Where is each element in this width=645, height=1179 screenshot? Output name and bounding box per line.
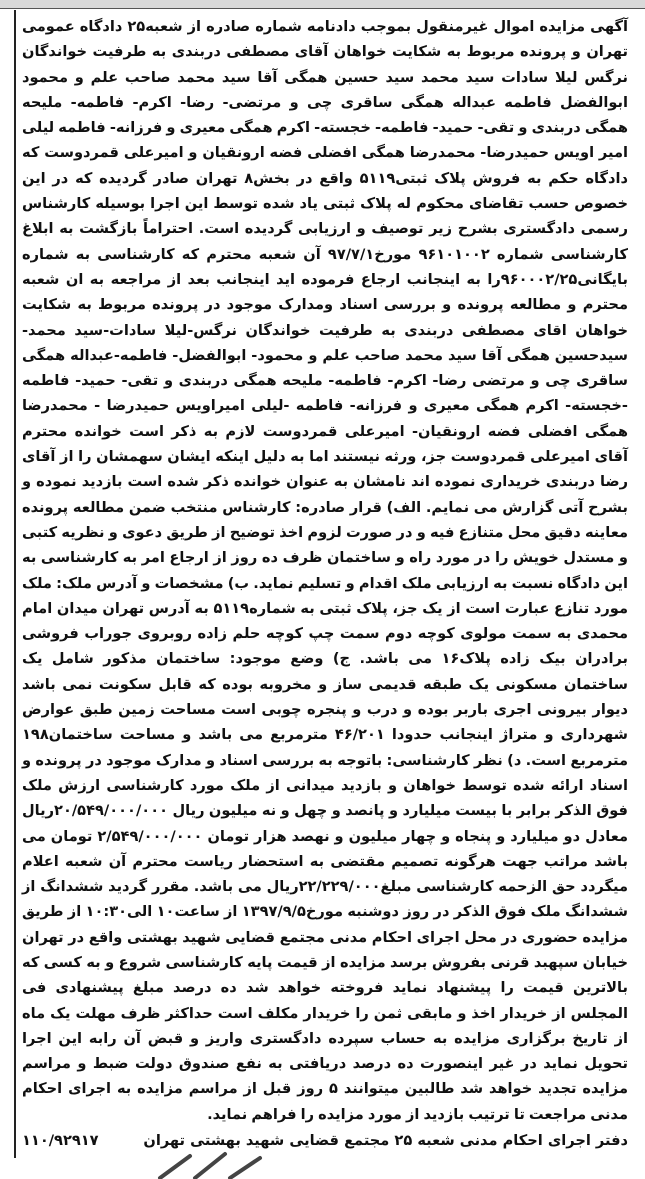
footer-reference-number: ۱۱۰/۹۲۹۱۷: [22, 1132, 99, 1150]
handwritten-mark: [150, 1150, 350, 1179]
auction-notice: [14, 10, 634, 1158]
notice-body: آگهی مزایده اموال غیرمنقول بموجب دادنامه شماره صادره از شعبه۲۵ دادگاه عمومی تهران و پرونده مربوط به شکایت خواهان آقای مصطفی دربندی به طرفیت خواندگان نرگس لیلا سادات سید محمد سید حسین همگی آقا سید محمد صاحب علم و محمود ابوالفضل فاطمه عبداله همگی ساقری چی و مرتضی- رضا- اکرم- فاطمه- ملیحه همگی دربندی و تقی- حمید- فاطمه- خجسته- اکرم همگی معیری و فرزانه- فاطمه لیلی امیر اویس حمیدرضا- محمدرضا همگی افضلی فضه ارونقیان و امیرعلی قمردوست که دادگاه حکم به فروش پلاک ثبتی۵۱۱۹ واقع در بخش۸ تهران صادر گردیده که در این خصوص حسب تقاضای محکوم له پلاک ثبتی یاد شده توسط این اجرا بوسیله کارشناس رسمی دادگستری بشرح زیر توصیف و ارزیابی گردیده است. احتراماً بازگشت به ابلاغ کارشناسی شماره ۹۶۱۰۱۰۰۲ مورخ۹۷/۷/۱ آن شعبه محترم که کارشناسی به شماره بایگانی۹۶۰۰۰۲/۲۵را به اینجانب ارجاع فرموده اید اینجانب بعد از مراجعه به ان شعبه محترم و مطالعه پرونده و بررسی اسناد ومدارک موجود در پرونده مربوط به شکایت خواهان اقای مصطفی دربندی به طرفیت خواندگان نرگس-لیلا سادات-سید محمد-سیدحسین همگی آقا سید محمد صاحب علم و محمود- ابوالفضل- فاطمه-عبداله همگی ساقری چی و مرتضی رضا- اکرم- فاطمه- ملیحه همگی دربندی و تقی- حمید- فاطمه -خجسته- اکرم همگی معیری و فرزانه- فاطمه -لیلی امیراویس حمیدرضا - محمدرضا همگی افضلی فضه ارونقیان- امیرعلی قمردوست لازم به ذکر است خوانده محترم آقای امیرعلی قمردوست جز، ورثه نیستند اما به دلیل اینکه ایشان سهمشان را از آقای رضا دربندی خریداری نموده اند نامشان به عنوان خوانده ذکر شده است بازدید نموده و بشرح آتی گزارش می نمایم. الف) قرار صادره: کارشناس منتخب ضمن مطالعه پرونده معاینه دقیق محل متنازع فیه و در صورت لزوم اخذ توضیح از طریق دعوی و نظریه کتبی و مستدل خویش را در مورد راه و ساختمان ظرف ده روز از ارجاع امر به کارشناسی به این دادگاه نسبت به ارزیابی ملک اقدام و تسلیم نماید. ب) مشخصات و آدرس ملک: ملک مورد تنازع عبارت است از یک جز، پلاک ثبتی به شماره۵۱۱۹ به آدرس تهران میدان امام محمدی به سمت مولوی کوچه دوم سمت چپ کوچه حلم زاده روبروی جوراب فروشی برادران بیک زاده پلاک۱۶ می باشد. ج) وضع موجود: ساختمان مذکور شامل یک ساختمان مسکونی یک طبقه قدیمی ساز و مخروبه بوده که قابل سکونت نمی باشد دیوار بیرونی اجری باربر بوده و درب و پنجره چوبی است مساحت زمین طبق عوارض شهرداری و متراژ اینجانب حدودا ۴۶/۲۰۱ مترمربع می باشد و مساحت ساختمان۱۹۸ مترمربع است. د) نظر کارشناسی: باتوجه به بررسی اسناد و مدارک موجود در پرونده و اسناد ارائه شده توسط خواهان و بازدید میدانی از ملک مورد کارشناسی ارزش ملک فوق الذکر برابر با بیست میلیارد و پانصد و چهل و نه میلیون ریال ۲۰/۵۴۹/۰۰۰/۰۰۰ریال معادل دو میلیارد و پنجاه و چهار میلیون و نهصد هزار تومان ۲/۵۴۹/۰۰۰/۰۰۰ تومان می باشد مراتب جهت هرگونه تصمیم مقتضی به استحضار ریاست محترم آن شعبه اعلام میگردد حق الزحمه کارشناسی مبلغ۲۲/۲۲۹/۰۰۰ریال می باشد. مقرر گردید ششدانگ از ششدانگ ملک فوق الذکر در روز دوشنبه مورخ۱۳۹۷/۹/۵ از ساعت۱۰ الی۱۰:۳۰ از طریق مزایده حضوری در محل اجرای احکام مدنی مجتمع قضایی شهید بهشتی واقع در تهران خیابان سپهبد قرنی بفروش برسد مزایده از قیمت پایه کارشناسی شروع و به کسی که بالاترین قیمت را پیشنهاد نماید فروخته خواهد شد ده درصد مبلغ پیشنهادی فی المجلس از خریدار اخذ و مابقی ثمن را خریدار مکلف است حداکثر ظرف مهلت یک ماه از تاریخ برگزاری مزایده به حساب سپرده دادگستری واریز و قبض آن رابه این اجرا تحویل نماید در غیر اینصورت ده درصد دریافتی به نفع صندوق دولت ضبط و مراسم مزایده تجدید خواهد شد طالبین میتوانند ۵ روز قبل از مراسم مزایده به اجرای احکام مدنی مراجعت تا ترتیب بازدید از مورد مزایده را فراهم نماید.: [22, 18, 629, 1123]
footer-office: دفتر اجرای احکام مدنی شعبه ۲۵ مجتمع قضایی شهید بهشتی تهران: [143, 1132, 628, 1150]
top-clipped-strip: [0, 0, 645, 9]
